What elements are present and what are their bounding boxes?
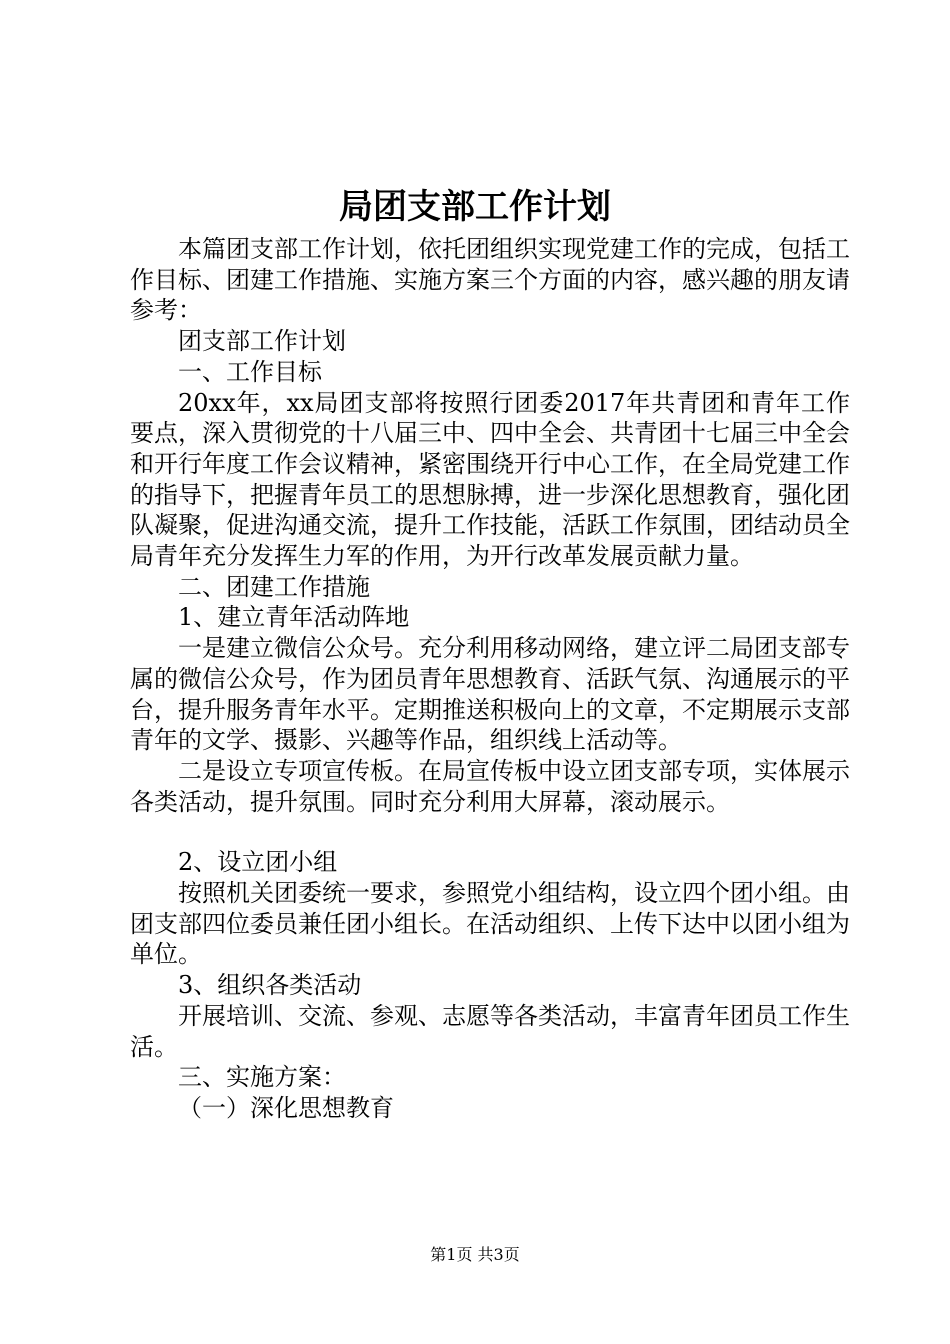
groups-paragraph: 按照机关团委统一要求，参照党小组结构，设立四个团小组。由团支部四位委员兼任团小组长。在活动组织、上传下达中以团小组为单位。 (130, 879, 850, 969)
wechat-paragraph: 一是建立微信公众号。充分利用移动网络，建立评二局团支部专属的微信公众号，作为团员青年思想教育、活跃气氛、沟通展示的平台，提升服务青年水平。定期推送积极向上的文章，不定期展示支部青年的文学、摄影、兴趣等作品，组织线上活动等。 (130, 634, 850, 755)
page-title: 局团支部工作计划 (339, 187, 611, 227)
subheading-activities: 3、组织各类活动 (178, 971, 362, 1000)
goals-paragraph: 20xx年，xx局团支部将按照行团委2017年共青团和青年工作要点，深入贯彻党的十八届三中、四中全会、共青团十七届三中全会和开行年度工作会议精神，紧密围绕开行中心工作，在全局党建工作的指导下，把握青年员工的思想脉搏，进一步深化思想教育，强化团队凝聚，促进沟通交流，提升工作技能，活跃工作氛围，团结动员全局青年充分发挥生力军的作用，为开行改革发展贡献力量。 (130, 388, 850, 571)
intro-paragraph: 本篇团支部工作计划，依托团组织实现党建工作的完成，包括工作目标、团建工作措施、实施方案三个方面的内容，感兴趣的朋友请参考： (130, 235, 850, 325)
document-body (130, 234, 850, 1124)
activities-paragraph: 开展培训、交流、参观、志愿等各类活动，丰富青年团员工作生活。 (130, 1001, 850, 1061)
board-paragraph: 二是设立专项宣传板。在局宣传板中设立团支部专项，实体展示各类活动，提升氛围。同时充分利用大屏幕，滚动展示。 (130, 756, 850, 816)
section-heading-goals: 一、工作目标 (178, 357, 322, 386)
page-footer: 第1页 共3页 (430, 1245, 520, 1264)
subtitle-heading: 团支部工作计划 (178, 327, 346, 356)
subheading-groups: 2、设立团小组 (178, 848, 338, 877)
subheading-education: （一）深化思想教育 (178, 1093, 394, 1122)
section-heading-measures: 二、团建工作措施 (178, 572, 370, 601)
section-heading-plan: 三、实施方案： (178, 1063, 346, 1092)
subheading-activity-base: 1、建立青年活动阵地 (178, 603, 410, 632)
